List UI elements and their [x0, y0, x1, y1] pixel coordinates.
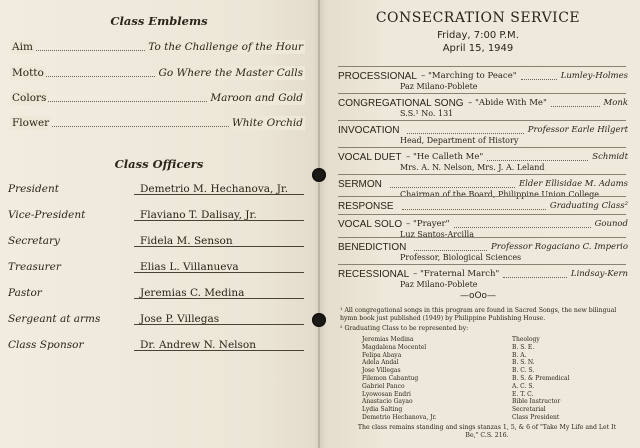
officer-name: Flaviano T. Dalisay, Jr. [140, 209, 257, 221]
graduate-row [362, 414, 622, 422]
graduate-degree: Secretarial [512, 406, 546, 414]
item-divider [338, 264, 626, 265]
program-item-performer: Gounod [594, 219, 628, 229]
emblem-value: To the Challenge of the Hour [148, 41, 303, 53]
program-item-performer: Elder Ellisidae M. Adams [518, 179, 628, 189]
graduate-name: Magdalena Mocentel [362, 343, 427, 351]
graduate-name: Adela Andal [362, 359, 399, 367]
graduate-name: Filemon Cabantug [362, 375, 419, 382]
item-divider [338, 174, 626, 175]
item-divider [338, 66, 626, 67]
program-item-label: RECESSIONAL [338, 269, 410, 280]
leader-dots [454, 227, 591, 228]
emblem-label: Flower [12, 117, 50, 129]
officer-row [8, 234, 308, 248]
program-item-performer: Lumley-Holmes [560, 71, 628, 81]
service-day-time: Friday, 7:00 P.M. [437, 30, 519, 41]
graduate-name: Jose Villegas [362, 367, 401, 375]
program-item-performer: Schmidt [592, 152, 628, 162]
item-divider [338, 214, 626, 215]
graduate-degree: Bible Instructor [512, 398, 561, 406]
graduate-row [362, 367, 622, 375]
graduate-name: Demetrio Hechanova, Jr. [362, 414, 437, 421]
program-item-label: INVOCATION [338, 125, 400, 136]
graduate-degree: B. S. & Premedical [512, 375, 570, 382]
emblem-row-colors [10, 91, 305, 105]
footnote-1: ¹ All congregational songs in this program are found in Sacred Songs, the new bilingual hymn book just published (1949) by Philippine Publishing House. [340, 307, 617, 322]
emblem-label: Motto [12, 67, 44, 79]
graduate-degree: B. S. N. [512, 359, 535, 367]
leader-dots [402, 209, 546, 210]
emblem-label: Colors [12, 92, 47, 104]
emblem-label: Aim [12, 41, 33, 53]
program-item-label: PROCESSIONAL [338, 71, 417, 82]
graduate-degree: E. T. C. [512, 390, 534, 398]
officer-role: Secretary [8, 235, 60, 247]
fold-crease [318, 0, 320, 448]
leader-dots [551, 106, 600, 107]
officer-role: President [8, 183, 59, 195]
graduate-row [362, 359, 622, 367]
graduate-degree: Theology [512, 336, 540, 343]
emblem-value: Maroon and Gold [210, 92, 303, 104]
program-item-detail: Paz Milano-Poblete [400, 82, 478, 91]
closing-note: The class remains standing and sings stanzas 1, 5, & 6 of "Take My Life and Let It Be," C.S. 216. [357, 424, 617, 439]
program-item-performer: Professor Earle Hilgert [527, 125, 628, 135]
emblem-value: White Orchid [231, 117, 303, 129]
leader-dots [487, 160, 588, 161]
officer-role: Class Sponsor [8, 339, 84, 351]
program-item-performer: Professor Rogaciano C. Imperio [491, 242, 628, 252]
program-item-label: RESPONSE [338, 201, 394, 212]
officer-role: Vice-President [8, 209, 86, 221]
graduate-row [362, 352, 622, 360]
graduate-name: Lyowosan Endri [362, 390, 411, 398]
program-item-label: VOCAL SOLO [338, 219, 403, 230]
program-item-performer: Graduating Class² [549, 201, 628, 211]
graduate-row [362, 344, 622, 352]
graduate-row [362, 398, 622, 406]
program-item-title: – "Fraternal March" [413, 269, 500, 279]
program-item-title: – "Abide With Me" [468, 98, 547, 108]
service-date: April 15, 1949 [442, 43, 514, 54]
program-item-detail: Chairman of the Board, Philippine Union College [400, 190, 599, 199]
program-item-performer: Monk [603, 98, 628, 108]
officer-name: Demetrio M. Hechanova, Jr. [140, 183, 289, 195]
program-item [338, 268, 628, 281]
officer-row [8, 260, 308, 274]
emblem-row-flower [10, 116, 305, 130]
graduate-row [362, 336, 622, 344]
program-item-performer: Lindsay-Kern [570, 269, 628, 279]
graduate-row [362, 375, 622, 383]
item-divider [338, 237, 626, 238]
program-item [338, 97, 628, 110]
program-item-detail: Paz Milano-Poblete [400, 280, 478, 289]
graduate-degree: Class President [512, 414, 560, 421]
emblem-row-motto [10, 66, 305, 80]
program-item [338, 70, 628, 83]
program-item-detail: Professor, Biological Sciences [400, 253, 522, 262]
program-item-detail: Head, Department of History [400, 136, 519, 145]
officer-name: Elias L. Villanueva [140, 261, 239, 273]
class-emblems-heading: Class Emblems [110, 14, 208, 28]
left-page [0, 0, 318, 448]
leader-dots [407, 133, 524, 134]
program-item-label: SERMON [338, 179, 382, 190]
graduate-name: Felipa Abaya [362, 351, 402, 359]
footnote-2: ² Graduating Class to be represented by: [340, 325, 469, 332]
program-item-detail: Mrs. A. N. Nelson, Mrs. J. A. Leland [400, 163, 545, 172]
graduate-name: Anastacio Gayao [362, 398, 413, 406]
officer-row [8, 312, 308, 326]
program-item-detail: Luz Santos-Arcilla [400, 230, 474, 239]
leader-dots [521, 79, 557, 80]
service-title: CONSECRATION SERVICE [375, 10, 581, 26]
program-item-label: BENEDICTION [338, 242, 407, 253]
leader-dots [414, 250, 487, 251]
item-divider [338, 196, 626, 197]
officer-name: Fidela M. Senson [140, 235, 233, 247]
program-item-title: – "Prayer" [406, 219, 450, 229]
graduate-row [362, 383, 622, 391]
program-item [338, 200, 628, 213]
officer-role: Treasurer [8, 261, 61, 273]
officer-name: Jeremias C. Medina [140, 287, 245, 299]
program-item-title: – "Marching to Peace" [421, 71, 517, 81]
program-item-label: CONGREGATIONAL SONG [338, 98, 464, 109]
emblem-value: Go Where the Master Calls [158, 67, 303, 79]
item-divider [338, 147, 626, 148]
leader-dots [390, 187, 515, 188]
graduate-name: Lydia Salting [362, 406, 403, 414]
officer-row [8, 338, 308, 352]
officer-row [8, 286, 308, 300]
emblem-row-aim [10, 40, 305, 54]
graduate-row [362, 391, 622, 399]
graduate-degree: B. S. E. [512, 343, 535, 351]
program-item [338, 218, 628, 231]
graduate-degree: B. C. S. [512, 367, 535, 375]
graduate-degree: B. A. [512, 351, 527, 359]
program-item-title: – "He Calleth Me" [406, 152, 484, 162]
officer-name: Jose P. Villegas [140, 313, 220, 325]
officer-row [8, 182, 308, 196]
ornament: —oOo— [459, 291, 497, 301]
graduate-name: Jeremias Medina [362, 336, 414, 343]
item-divider [338, 93, 626, 94]
leader-dots [503, 277, 567, 278]
program-item-label: VOCAL DUET [338, 152, 402, 163]
graduate-row [362, 406, 622, 414]
officer-name: Dr. Andrew N. Nelson [140, 339, 257, 351]
class-officers-heading: Class Officers [114, 157, 204, 171]
graduate-name: Gabriel Panco [362, 382, 405, 390]
graduate-degree: A. C. S. [512, 382, 535, 390]
program-item-detail: S.S.¹ No. 131 [400, 109, 454, 118]
officer-row [8, 208, 308, 222]
officer-role: Sergeant at arms [8, 313, 101, 325]
item-divider [338, 120, 626, 121]
officer-role: Pastor [8, 287, 42, 299]
